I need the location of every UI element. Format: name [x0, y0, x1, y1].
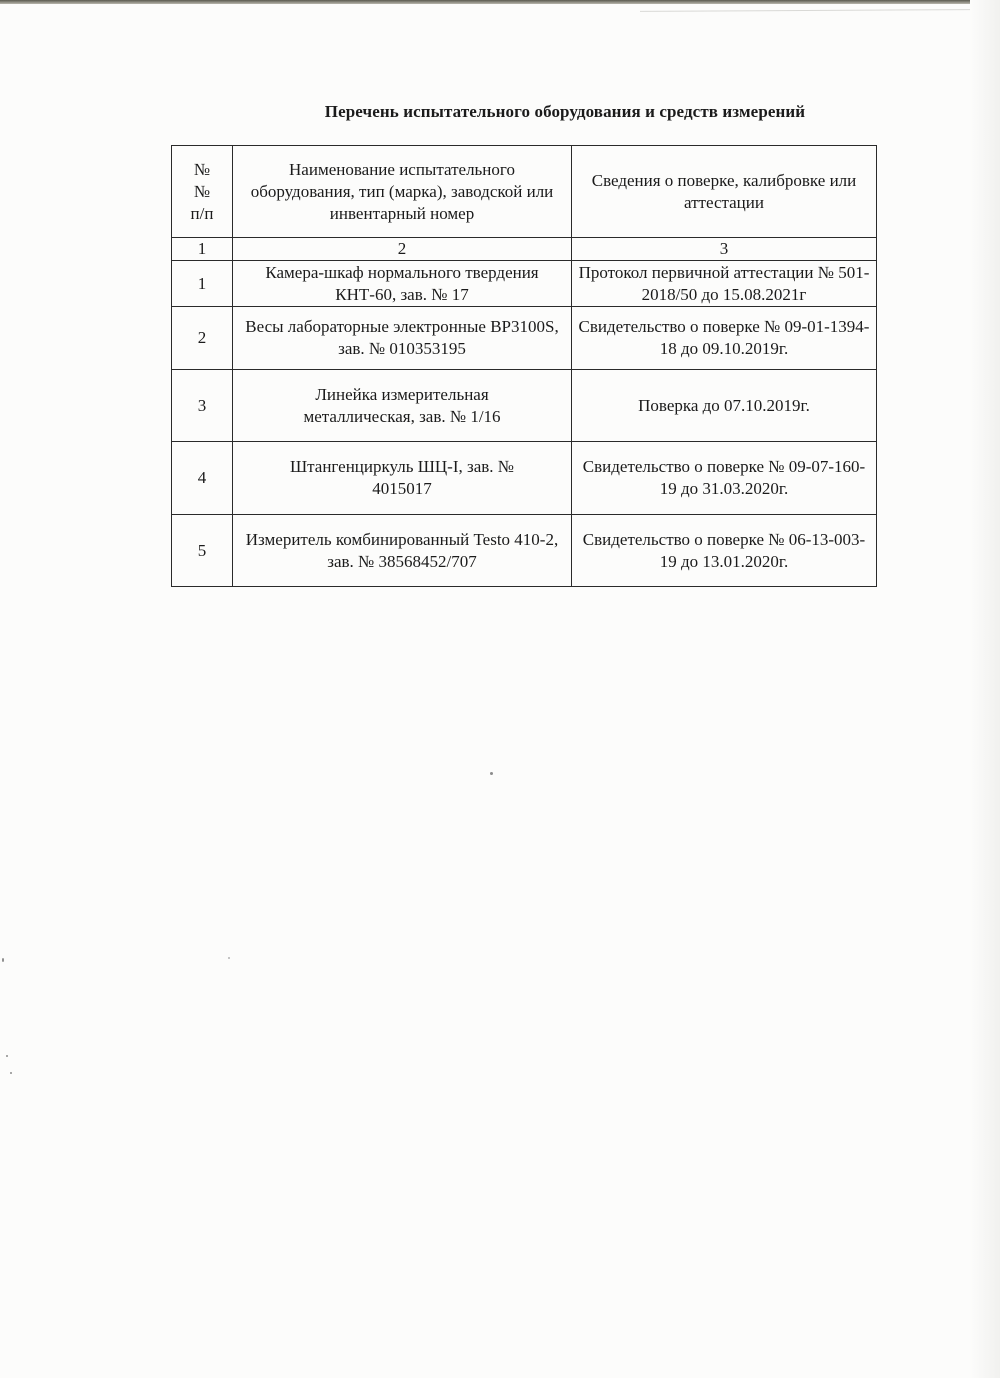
verification-info: Свидетельство о поверке № 09-07-160-19 до 31.03.2020г. — [572, 442, 877, 515]
column-number-3: 3 — [572, 238, 877, 261]
column-number-1: 1 — [172, 238, 233, 261]
page-title: Перечень испытательного оборудования и средств измерений — [324, 102, 806, 121]
equipment-name: Измеритель комбинированный Testo 410-2, зав. № 38568452/707 — [233, 515, 572, 587]
table-row — [172, 515, 877, 587]
row-number: 2 — [172, 307, 233, 370]
verification-info: Поверка до 07.10.2019г. — [572, 370, 877, 442]
row-number: 4 — [172, 442, 233, 515]
scan-speck — [2, 958, 4, 962]
verification-info: Свидетельство о поверке № 06-13-003-19 до 13.01.2020г. — [572, 515, 877, 587]
scan-faint-line — [640, 9, 970, 12]
header-equipment-name: Наименование испытательного оборудования, тип (марка), заводской или инвентарный номер — [233, 146, 572, 238]
equipment-name: Линейка измерительная металлическая, зав. № 1/16 — [233, 370, 572, 442]
scan-speck — [6, 1055, 8, 1057]
equipment-name: Камера-шкаф нормального твердения КНТ-60, зав. № 17 — [233, 261, 572, 307]
verification-info: Свидетельство о поверке № 09-01-1394-18 до 09.10.2019г. — [572, 307, 877, 370]
scan-edge-right — [970, 0, 1000, 1378]
equipment-table — [171, 145, 877, 587]
table-row — [172, 370, 877, 442]
column-number-2: 2 — [233, 238, 572, 261]
table-row — [172, 442, 877, 515]
row-number: 3 — [172, 370, 233, 442]
equipment-name: Штангенциркуль ШЦ-I, зав. № 4015017 — [233, 442, 572, 515]
row-number: 5 — [172, 515, 233, 587]
table-row — [172, 261, 877, 307]
table-header-row — [172, 146, 877, 238]
equipment-name: Весы лабораторные электронные ВР3100S, зав. № 010353195 — [233, 307, 572, 370]
scan-speck — [228, 957, 230, 959]
scan-edge-top — [0, 0, 1000, 4]
row-number: 1 — [172, 261, 233, 307]
verification-info: Протокол первичной аттестации № 501-2018/50 до 15.08.2021г — [572, 261, 877, 307]
column-numbers-row — [172, 238, 877, 261]
header-verification-info: Сведения о поверке, калибровке или аттестации — [572, 146, 877, 238]
scan-speck — [10, 1072, 12, 1074]
table-row — [172, 307, 877, 370]
header-number: №№ п/п — [172, 146, 233, 238]
scan-speck — [490, 772, 493, 775]
